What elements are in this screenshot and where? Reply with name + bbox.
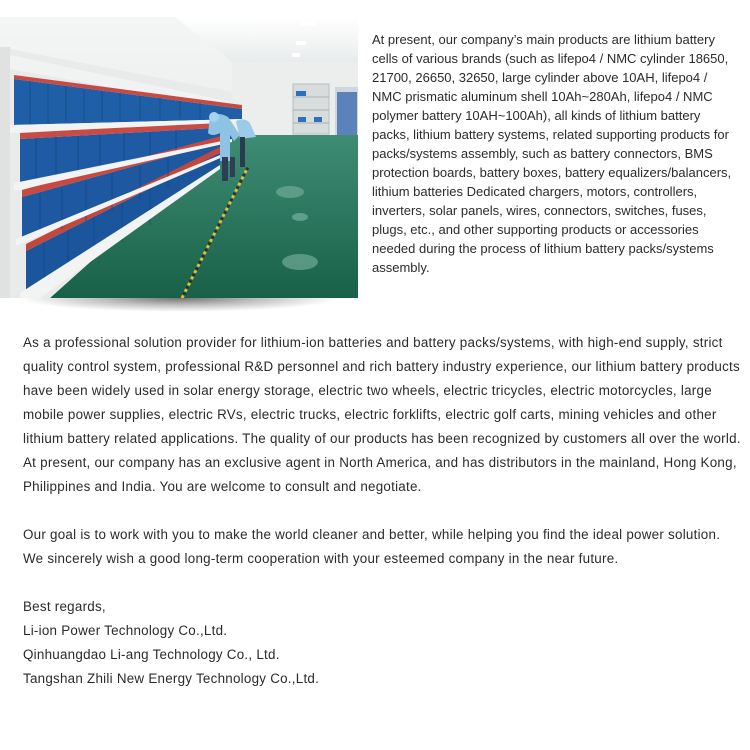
paragraph-goal: Our goal is to work with you to make the world cleaner and better, while helping you find the ideal power solution. We sincerely wish a good long-term cooperation with your esteemed company in the near future. [23,527,721,566]
main-body [23,331,743,691]
photo-drop-shadow [18,298,340,312]
intro-paragraph: At present, our company’s main products are lithium battery cells of various brands (such as lifepo4 / NMC cylinder 18650, 21700, 26650, 32650, large cylinder above 10AH, lifepo4 / NMC prismatic aluminum shell 10Ah~280Ah, lifepo4 / NMC polymer battery 10AH~100Ah), all kinds of lithium battery packs, lithium battery systems, related supporting products for packs/systems assembly, such as battery connectors, BMS protection boards, battery boxes, battery equalizers/balancers, lithium batteries Dedicated chargers, motors, controllers, inverters, solar panels, wires, connectors, switches, fuses, plugs, etc., and other supporting products or accessories needed during the process of lithium battery packs/systems assembly. [372,32,732,275]
battery-factory-photo-icon [0,17,358,298]
factory-photo [0,17,358,298]
paragraph-applications: As a professional solution provider for lithium-ion batteries and battery packs/systems, with high-end supply, strict quality control system, professional R&D personnel and rich battery industry experience, our lithium battery products have been widely used in solar energy storage, electric two wheels, electric tricycles, electric motorcycles, large mobile power supplies, electric RVs, electric trucks, electric forklifts, electric golf carts, mining vehicles and other lithium battery related applications. The quality of our products has been recognized by customers all over the world. At present, our company has an exclusive agent in North America, and has distributors in the mainland, Hong Kong, Philippines and India. You are welcome to consult and negotiate. [23,335,741,494]
signature-block [23,595,743,691]
company-name: Li-ion Power Technology Co.,Ltd. [23,623,228,638]
company-name: Tangshan Zhili New Energy Technology Co.,Ltd. [23,671,320,686]
closing-text: Best regards, [23,599,106,614]
company-name: Qinhuangdao Li-ang Technology Co., Ltd. [23,647,280,662]
